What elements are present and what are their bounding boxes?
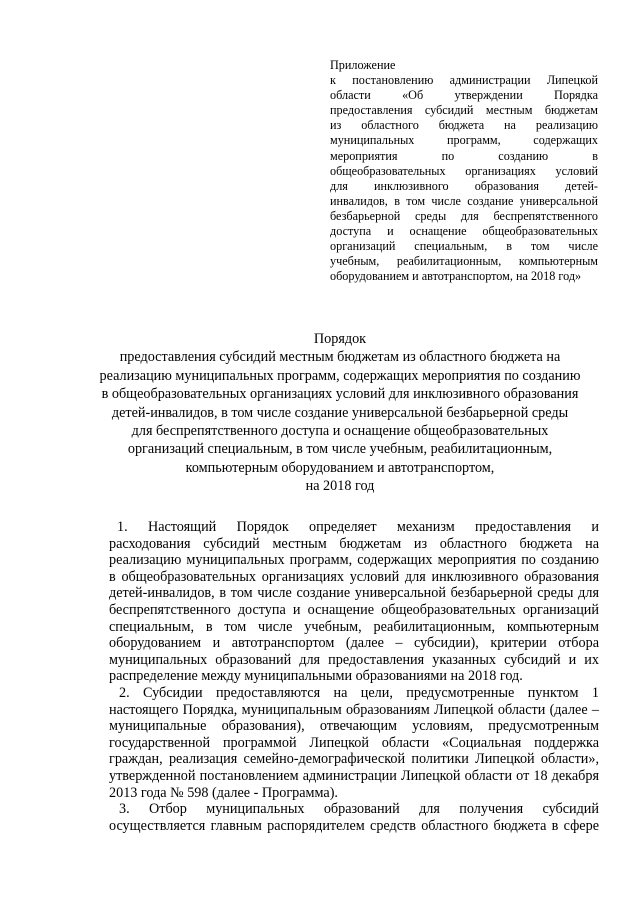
body-line: реализацию муниципальных программ, содержащих мероприятия по созданию — [109, 552, 599, 569]
body-line: распределение между муниципальными образованиями на 2018 год. — [109, 668, 523, 685]
appendix-line: Приложение — [330, 58, 396, 72]
appendix-line: для инклюзивного образования детей- — [330, 178, 598, 193]
appendix-line: области «Об утверждении Порядка — [330, 88, 598, 103]
body-line: 1. Настоящий Порядок определяет механизм предоставления и — [117, 519, 599, 535]
appendix-line: предоставления субсидий местным бюджетам — [330, 103, 598, 118]
body-line: 2. Субсидии предоставляются на цели, предусмотренные пунктом 1 — [119, 684, 599, 701]
title-line: детей-инвалидов, в том числе создание универсальной безбарьерной среды — [111, 404, 569, 421]
body-line: специальным, в том числе учебным, реабилитационным, компьютерным — [109, 618, 599, 635]
body-line: муниципальные образования), отвечающим условиям, предусмотренным — [109, 718, 599, 735]
body-line: 3. Отбор муниципальных образований для получения субсидий — [119, 801, 599, 818]
title-line: организаций специальным, в том числе учебным, реабилитационным, — [127, 441, 553, 458]
appendix-line: к постановлению администрации Липецкой — [330, 73, 598, 88]
body-line: в общеобразовательных организациях условий для инклюзивного образования — [109, 568, 599, 585]
title-line: компьютерным оборудованием и автотранспортом, — [185, 459, 495, 476]
body-line: осуществляется главным распорядителем средств областного бюджета в сфере — [109, 817, 599, 834]
appendix-line: из областного бюджета на реализацию — [330, 118, 598, 133]
appendix-line: безбарьерной среды для беспрепятственного — [330, 208, 598, 223]
title-line: предоставления субсидий местным бюджетам из областного бюджета на — [119, 349, 561, 366]
title-line: в общеобразовательных организациях условий для инклюзивного образования — [101, 386, 579, 403]
appendix-line: муниципальных программ, содержащих — [330, 133, 598, 148]
title-line: реализацию муниципальных программ, содержащих мероприятия по созданию — [99, 367, 581, 384]
body-line: 2013 года № 598 (далее - Программа). — [109, 784, 338, 801]
appendix-line: доступа и оснащение общеобразовательных — [330, 224, 598, 239]
body-line: настоящего Порядка, муниципальным образованиям Липецкой области (далее – — [109, 701, 599, 718]
appendix-line: оборудованием и автотранспортом, на 2018 год» — [330, 269, 582, 284]
body-line: детей-инвалидов, в том числе создание универсальной безбарьерной среды для — [109, 585, 599, 602]
document-title — [60, 330, 620, 496]
document-body — [109, 519, 599, 834]
appendix-line: общеобразовательных организациях условий — [330, 163, 598, 178]
body-line: граждан, реализация семейно-демографической политики Липецкой области», — [109, 751, 599, 768]
body-line: муниципальных образований для предоставления указанных субсидий и их — [109, 651, 599, 668]
body-line: оборудованием и автотранспортом (далее – субсидии), критерии отбора — [109, 635, 599, 652]
body-line: утвержденной постановлением администрации Липецкой области от 18 декабря — [109, 767, 599, 784]
body-line: беспрепятственного доступа и оснащение общеобразовательных организаций — [109, 601, 599, 618]
body-line: государственной программой Липецкой области «Социальная поддержка — [109, 734, 599, 751]
title-line: для беспрепятственного доступа и оснащение общеобразовательных — [131, 423, 549, 440]
title-line: на 2018 год — [305, 478, 375, 495]
title-line: Порядок — [313, 331, 367, 347]
appendix-line: учебным, реабилитационным, компьютерным — [330, 254, 598, 269]
appendix-line: мероприятия по созданию в — [330, 148, 598, 163]
body-line: расходования субсидий местным бюджетам из областного бюджета на — [109, 535, 599, 552]
appendix-line: организаций специальным, в том числе — [330, 239, 598, 254]
appendix-block — [330, 58, 598, 284]
appendix-line: инвалидов, в том числе создание универсальной — [330, 193, 598, 208]
